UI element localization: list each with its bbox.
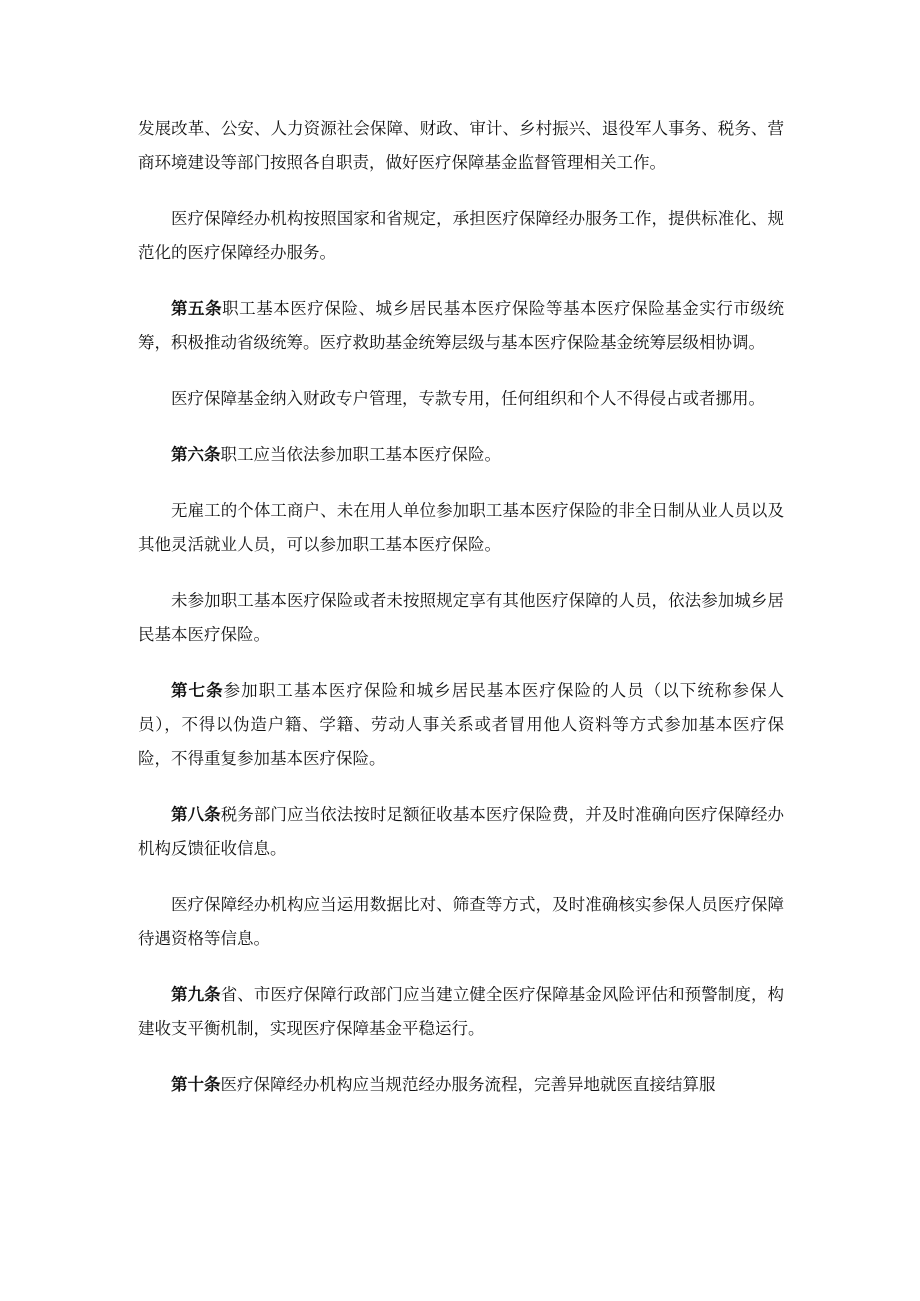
paragraph-2 xyxy=(138,202,784,270)
paragraph-text: 医疗保障经办机构应当运用数据比对、筛查等方式，及时准确核实参保人员医疗保障待遇资格等信息。 xyxy=(138,895,784,948)
paragraph-text: 发展改革、公安、人力资源社会保障、财政、审计、乡村振兴、退役军人事务、税务、营商环境建设等部门按照各自职责，做好医疗保障基金监督管理相关工作。 xyxy=(138,119,784,172)
paragraph-1 xyxy=(138,112,784,180)
paragraph-7 xyxy=(138,584,784,652)
article-heading: 第五条 xyxy=(171,299,223,318)
article-heading: 第九条 xyxy=(171,985,221,1004)
article-8 xyxy=(138,798,784,866)
paragraph-4 xyxy=(138,382,784,416)
article-heading: 第十条 xyxy=(171,1075,221,1094)
paragraph-text: 无雇工的个体工商户、未在用人单位参加职工基本医疗保险的非全日制从业人员以及其他灵活就业人员，可以参加职工基本医疗保险。 xyxy=(138,501,784,554)
article-heading: 第八条 xyxy=(171,805,221,824)
article-5 xyxy=(138,292,784,360)
paragraph-text: 医疗保障经办机构按照国家和省规定，承担医疗保障经办服务工作，提供标准化、规范化的医疗保障经办服务。 xyxy=(138,209,784,262)
paragraph-text: 参加职工基本医疗保险和城乡居民基本医疗保险的人员（以下统称参保人员），不得以伪造户籍、学籍、劳动人事关系或者冒用他人资料等方式参加基本医疗保险，不得重复参加基本医疗保险。 xyxy=(138,681,785,768)
paragraph-text: 职工基本医疗保险、城乡居民基本医疗保险等基本医疗保险基金实行市级统筹，积极推动省级统筹。医疗救助基金统筹层级与基本医疗保险基金统筹层级相协调。 xyxy=(138,299,785,352)
article-7 xyxy=(138,674,784,776)
paragraph-6 xyxy=(138,494,784,562)
article-heading: 第六条 xyxy=(171,445,221,464)
paragraph-text: 税务部门应当依法按时足额征收基本医疗保险费，并及时准确向医疗保障经办机构反馈征收信息。 xyxy=(138,805,785,858)
article-10 xyxy=(138,1068,784,1102)
paragraph-text: 医疗保障基金纳入财政专户管理，专款专用，任何组织和个人不得侵占或者挪用。 xyxy=(171,389,765,408)
paragraph-10 xyxy=(138,888,784,956)
paragraph-text: 未参加职工基本医疗保险或者未按照规定享有其他医疗保障的人员，依法参加城乡居民基本医疗保险。 xyxy=(138,591,784,644)
document-page xyxy=(138,112,784,1124)
paragraph-text: 职工应当依法参加职工基本医疗保险。 xyxy=(220,445,501,464)
article-heading: 第七条 xyxy=(171,681,224,700)
article-9 xyxy=(138,978,784,1046)
article-6 xyxy=(138,438,784,472)
paragraph-text: 医疗保障经办机构应当规范经办服务流程，完善异地就医直接结算服 xyxy=(220,1075,716,1094)
paragraph-text: 省、市医疗保障行政部门应当建立健全医疗保障基金风险评估和预警制度，构建收支平衡机制，实现医疗保障基金平稳运行。 xyxy=(138,985,785,1038)
